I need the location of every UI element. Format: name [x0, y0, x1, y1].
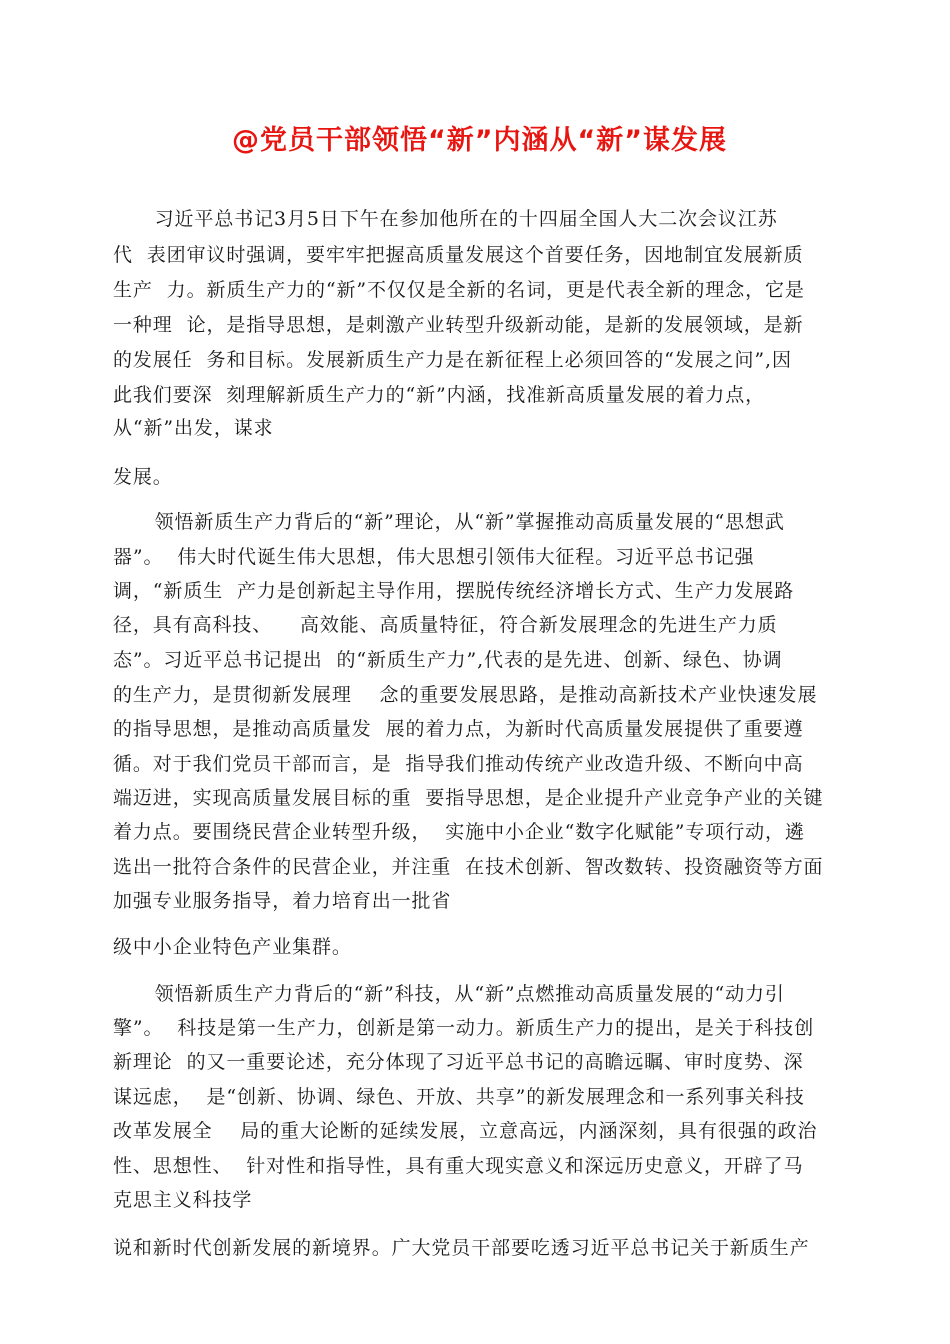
- body-line: 习近平总书记3月5日下午在参加他所在的十四届全国人大二次会议江苏: [113, 208, 778, 230]
- body-line: 谋远虑， 是“创新、协调、绿色、开放、共享”的新发展理念和一系列事关科技: [113, 1086, 805, 1108]
- body-line: 领悟新质生产力背后的“新”理论，从“新”掌握推动高质量发展的“思想武: [113, 511, 785, 533]
- body-line: 的发展任 务和目标。发展新质生产力是在新征程上必须回答的“发展之问”,因: [113, 349, 792, 371]
- body-line: 发展。: [113, 466, 173, 488]
- body-line: 加强专业服务指导，着力培育出一批省: [113, 890, 452, 912]
- body-line: 端迈进，实现高质量发展目标的重 要指导思想，是企业提升产业竞争产业的关键: [113, 787, 824, 809]
- body-line: 器”。 伟大时代诞生伟大思想，伟大思想引领伟大征程。习近平总书记强: [113, 546, 755, 568]
- body-line: 径，具有高科技、 高效能、高质量特征，符合新发展理念的先进生产力质: [113, 614, 778, 636]
- body-line: 级中小企业特色产业集群。: [113, 936, 352, 958]
- body-line: 改革发展全 局的重大论断的延续发展，立意高远，内涵深刻，具有很强的政治: [113, 1120, 818, 1142]
- body-line: 代 表团审议时强调，要牢牢把握高质量发展这个首要任务，因地制宜发展新质: [113, 244, 804, 266]
- body-line: 性、思想性、 针对性和指导性，具有重大现实意义和深远历史意义，开辟了马: [113, 1155, 804, 1177]
- body-line: 态”。习近平总书记提出 的“新质生产力”,代表的是先进、创新、绿色、协调: [113, 649, 783, 671]
- body-line: 循。对于我们党员干部而言，是 指导我们推动传统产业改造升级、不断向中高: [113, 753, 804, 775]
- body-line: 擎”。 科技是第一生产力，创新是第一动力。新质生产力的提出，是关于科技创: [113, 1017, 815, 1039]
- body-line: 克思主义科技学: [113, 1189, 253, 1211]
- body-line: 着力点。要围绕民营企业转型升级， 实施中小企业“数字化赋能”专项行动，遴: [113, 821, 805, 843]
- body-line: 此我们要深 刻理解新质生产力的“新”内涵，找准新高质量发展的着力点，: [113, 384, 766, 406]
- body-line: 选出一批符合条件的民营企业，并注重 在技术创新、智改数转、投资融资等方面: [113, 856, 824, 878]
- body-line: 的指导思想，是推动高质量发 展的着力点，为新时代高质量发展提供了重要遵: [113, 718, 804, 740]
- body-line: 从“新”出发，谋求: [113, 417, 274, 439]
- body-line: 调，“新质生 产力是创新起主导作用，摆脱传统经济增长方式、生产力发展路: [113, 580, 795, 602]
- body-line: 一种理 论，是指导思想，是刺激产业转型升级新动能，是新的发展领域，是新: [113, 314, 804, 336]
- body-line: 新理论 的又一重要论述，充分体现了习近平总书记的高瞻远瞩、审时度势、深: [113, 1051, 804, 1073]
- body-line: 的生产力，是贯彻新发展理 念的重要发展思路，是推动高新技术产业快速发展: [113, 684, 818, 706]
- body-line: 说和新时代创新发展的新境界。广大党员干部要吃透习近平总书记关于新质生产: [113, 1237, 810, 1259]
- document-title: @党员干部领悟“新”内涵从“新”谋发展: [232, 125, 727, 156]
- body-line: 生产 力。新质生产力的“新”不仅仅是全新的名词，更是代表全新的理念，它是: [113, 279, 805, 301]
- body-line: 领悟新质生产力背后的“新”科技，从“新”点燃推动高质量发展的“动力引: [113, 983, 785, 1005]
